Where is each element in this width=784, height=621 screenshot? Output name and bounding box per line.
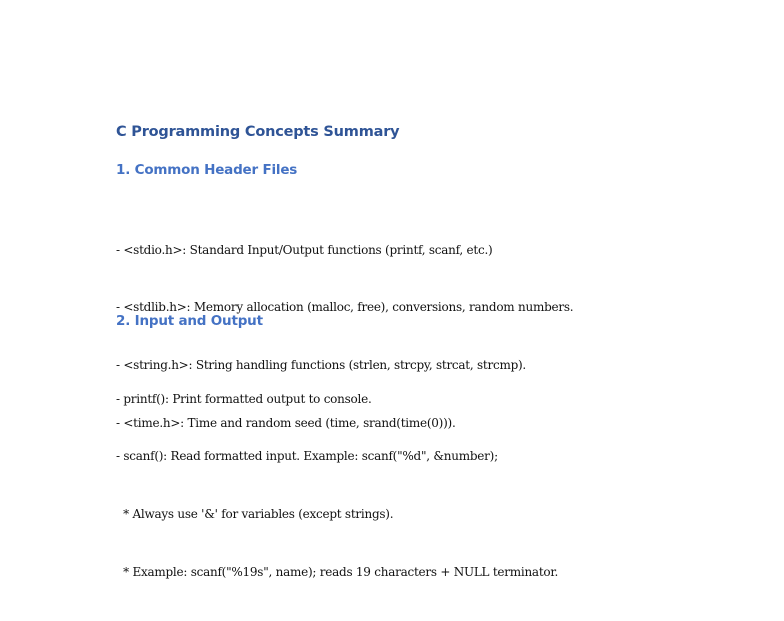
list-item: - <time.h>: Time and random seed (time, srand(time(0))).	[116, 416, 456, 431]
section-heading-header-files: 1. Common Header Files	[116, 162, 298, 178]
list-item: - scanf(): Read formatted input. Example: scanf("%d", &number);	[116, 449, 498, 464]
list-item: * Always use '&' for variables (except strings).	[116, 507, 394, 522]
list-item: - <stdio.h>: Standard Input/Output functions (printf, scanf, etc.)	[116, 242, 493, 257]
input-output-list	[116, 351, 558, 621]
document-title: C Programming Concepts Summary	[116, 124, 400, 140]
list-item: - <string.h>: String handling functions (strlen, strcpy, strcat, strcmp).	[116, 358, 526, 373]
section-heading-input-output: 2. Input and Output	[116, 313, 263, 329]
list-item: - <stdlib.h>: Memory allocation (malloc, free), conversions, random numbers.	[116, 300, 574, 315]
list-item: * Example: scanf("%19s", name); reads 19 characters + NULL terminator.	[116, 565, 559, 580]
list-item: - printf(): Print formatted output to console.	[116, 391, 372, 406]
